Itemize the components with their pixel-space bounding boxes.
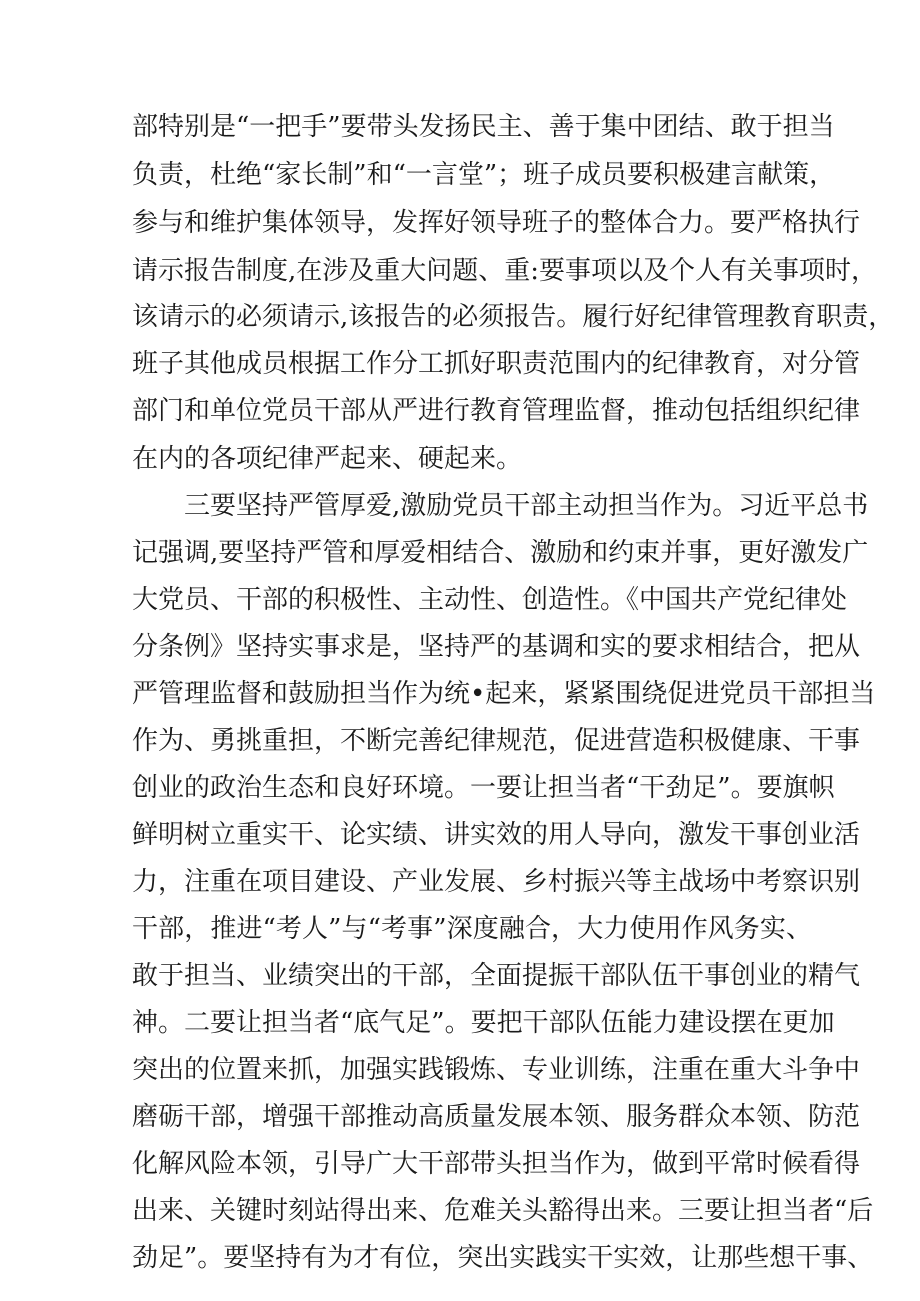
text-line: 请示报告制度,在涉及重大问题、重:要事项以及个人有关事项时， [132,256,878,286]
text-line: 部门和单位党员干部从严进行教育管理监督，推动包括组织纪律 [132,396,861,426]
text-line: 班子其他成员根据工作分工抓好职责范围内的纪律教育，对分管 [132,349,861,379]
paragraph-end-line: 在内的各项纪律严起来、硬起来。 [132,444,523,474]
text-line: 该请示的必须请示,该报告的必须报告。履行好纪律管理教育职责， [132,302,895,332]
paragraph-first-line: 三要坚持严管厚爱,激励党员干部主动担当作为。习近平总书 [184,491,869,521]
text-line: 劲足”。要坚持有为才有位，突出实践实干实效，让那些想干事、 [132,1243,874,1273]
text-line: 出来、关键时刻站得出来、危难关头豁得出来。三要让担当者“后 [132,1196,874,1226]
text-line: 记强调,要坚持严管和厚爱相结合、激励和约束并事，更好激发广 [132,538,869,568]
text-line: 干部，推进“考人”与“考事”深度融合，大力使用作风务实、 [132,914,812,944]
text-line: 突出的位置来抓，加强实践锻炼、专业训练，注重在重大斗争中 [132,1055,861,1085]
text-line: 创业的政治生态和良好环境。一要让担当者“干劲足”。要旗帜 [132,773,835,803]
text-line: 负责，杜绝“家长制”和“一言堂”；班子成员要积极建言献策， [132,160,836,190]
text-line: 严管理监督和鼓励担当作为统•起来，紧紧围绕促进党员干部担当 [132,679,876,709]
text-line: 磨砺干部，增强干部推动高质量发展本领、服务群众本领、防范 [132,1102,861,1132]
text-line: 参与和维护集体领导，发挥好领导班子的整体合力。要严格执行 [132,208,861,238]
text-line: 作为、勇挑重担，不断完善纪律规范，促进营造积极健康、干事 [132,726,861,756]
text-line: 化解风险本领，引导广大干部带头担当作为，做到平常时候看得 [132,1149,861,1179]
text-line: 分条例》坚持实事求是，坚持严的基调和实的要求相结合，把从 [132,632,861,662]
text-line: 部特别是“一把手”要带头发扬民主、善于集中团结、敢于担当 [132,112,835,142]
text-line: 鲜明树立重实干、论实绩、讲实效的用人导向，激发干事创业活 [132,820,861,850]
text-line: 敢于担当、业绩突出的干部，全面提振干部队伍干事创业的精气 [132,961,861,991]
text-line: 神。二要让担当者“底气足”。要把干部队伍能力建设摆在更加 [132,1008,835,1038]
text-line: 力，注重在项目建设、产业发展、乡村振兴等主战场中考察识别 [132,867,861,897]
text-line: 大党员、干部的积极性、主动性、创造性。《中国共产党纪律处 [132,585,848,615]
